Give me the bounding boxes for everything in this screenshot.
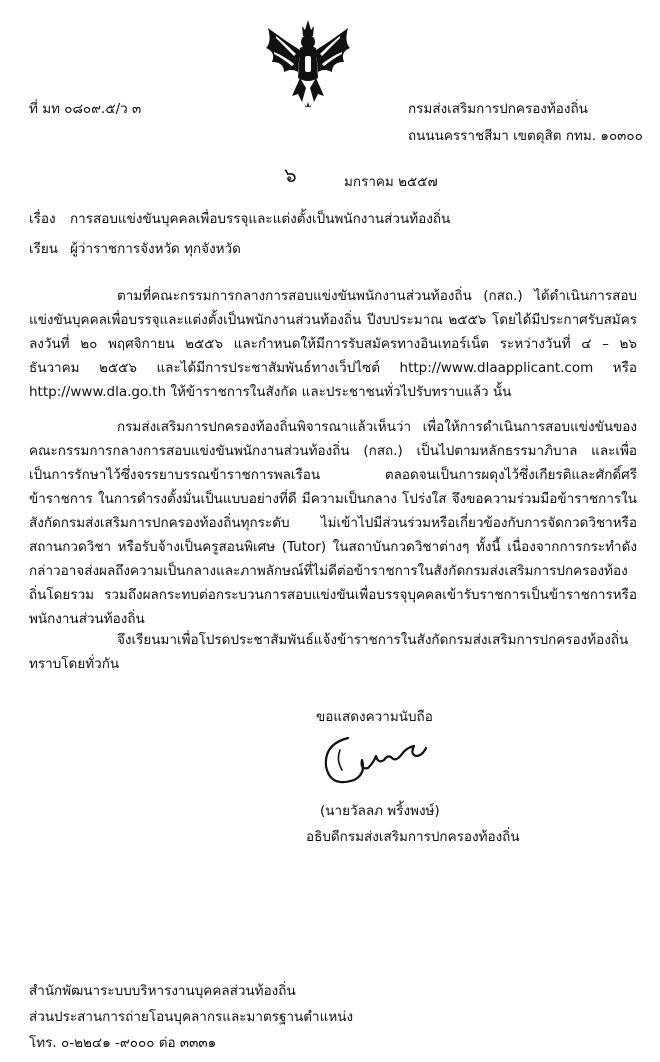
body-paragraph-2 [29, 415, 637, 631]
agency-name: กรมส่งเสริมการปกครองท้องถิ่น [408, 101, 588, 117]
date-month-year: มกราคม ๒๕๕๗ [344, 174, 438, 190]
agency-address: ถนนนครราชสีมา เขตดุสิต กทม. ๑๐๓๐๐ [408, 128, 643, 144]
handwritten-signature [318, 730, 438, 792]
recipient-text: ผู้ว่าราชการจังหวัด ทุกจังหวัด [70, 241, 241, 257]
garuda-emblem [262, 18, 354, 116]
body-paragraph-3 [29, 628, 637, 676]
footer-division: ส่วนประสานการถ่ายโอนบุคลากรและมาตรฐานตำแหน่ง [29, 1009, 354, 1025]
body-paragraph-1 [29, 284, 637, 404]
closing-salutation: ขอแสดงความนับถือ [316, 709, 433, 725]
footer-phone: โทร. ๐-๒๒๔๑ -๙๐๐๐ ต่อ ๓๓๓๑ [29, 1035, 217, 1051]
reference-number: ที่ มท ๐๘๐๙.๕/ว ๓ [29, 101, 142, 117]
subject-label: เรื่อง [29, 211, 56, 227]
body-paragraph-3-text: จึงเรียนมาเพื่อโปรดประชาสัมพันธ์แจ้งข้าราชการในสังกัดกรมส่งเสริมการปกครองท้องถิ่นทราบโดยทั่วกัน [29, 632, 629, 672]
date-day: ๖ [284, 163, 297, 187]
signer-title: อธิบดีกรมส่งเสริมการปกครองท้องถิ่น [306, 829, 520, 845]
signer-name: (นายวัลลภ พริ้งพงษ์) [320, 803, 440, 819]
recipient-label: เรียน [29, 241, 59, 257]
body-paragraph-1-text: ตามที่คณะกรรมการกลางการสอบแข่งขันพนักงานส่วนท้องถิ่น (กสถ.) ได้ดำเนินการสอบแข่งขันบุคคลเพื่อบรรจุและแต่งตั้งเป็นพนักงานส่วนท้องถิ่น ปีงบประมาณ ๒๕๕๖ โดยได้มีประกาศรับสมัคร ลงวันที่ ๒๐ พฤศจิกายน ๒๕๕๖ และกำหนดให้มีการรับสมัครทางอินเทอร์เน็ต ระหว่างวันที่ ๔ – ๒๖ ธันวาคม ๒๕๕๖ และได้มีการประชาสัมพันธ์ทางเว็ปไซต์ http://www.dlaapplicant.com หรือ http://www.dla.go.th ให้ข้าราชการในสังกัด และประชาชนทั่วไปรับทราบแล้ว นั้น [29, 288, 637, 400]
subject-text: การสอบแข่งขันบุคคลเพื่อบรรจุและแต่งตั้งเป็นพนักงานส่วนท้องถิ่น [70, 211, 451, 227]
footer-office: สำนักพัฒนาระบบบริหารงานบุคคลส่วนท้องถิ่น [29, 983, 296, 999]
body-paragraph-2-text: กรมส่งเสริมการปกครองท้องถิ่นพิจารณาแล้วเห็นว่า เพื่อให้การดำเนินการสอบแข่งขันของคณะกรรมการกลางการสอบแข่งขันพนักงานส่วนท้องถิ่น (กสถ.) เป็นไปตามหลักธรรมาภิบาล และเพื่อเป็นการรักษาไว้ซึ่งจรรยาบรรณข้าราชการพลเรือน ตลอดจนเป็นการผดุงไว้ซึ่งเกียรติและศักดิ์ศรีข้าราชการ ในการดำรงตั้งมั่นเป็นแบบอย่างที่ดี มีความเป็นกลาง โปร่งใส จึงขอความร่วมมือข้าราชการในสังกัดกรมส่งเสริมการปกครองท้องถิ่นทุกระดับ ไม่เข้าไปมีส่วนร่วมหรือเกี่ยวข้องกับการจัดกวดวิชาหรือสถานกวดวิชา หรือรับจ้างเป็นครูสอนพิเศษ (Tutor) ในสถาบันกวดวิชาต่างๆ ทั้งนี้ เนื่องจากการกระทำดังกล่าวอาจส่งผลถึงความเป็นกลางและภาพลักษณ์ที่ไม่ดีต่อข้าราชการในสังกัดกรมส่งเสริมการปกครองท้องถิ่นโดยรวม รวมถึงผลกระทบต่อกระบวนการสอบแข่งขันเพื่อบรรจุบุคคลเข้ารับราชการเป็นข้าราชการหรือพนักงานส่วนท้องถิ่น [29, 419, 637, 627]
